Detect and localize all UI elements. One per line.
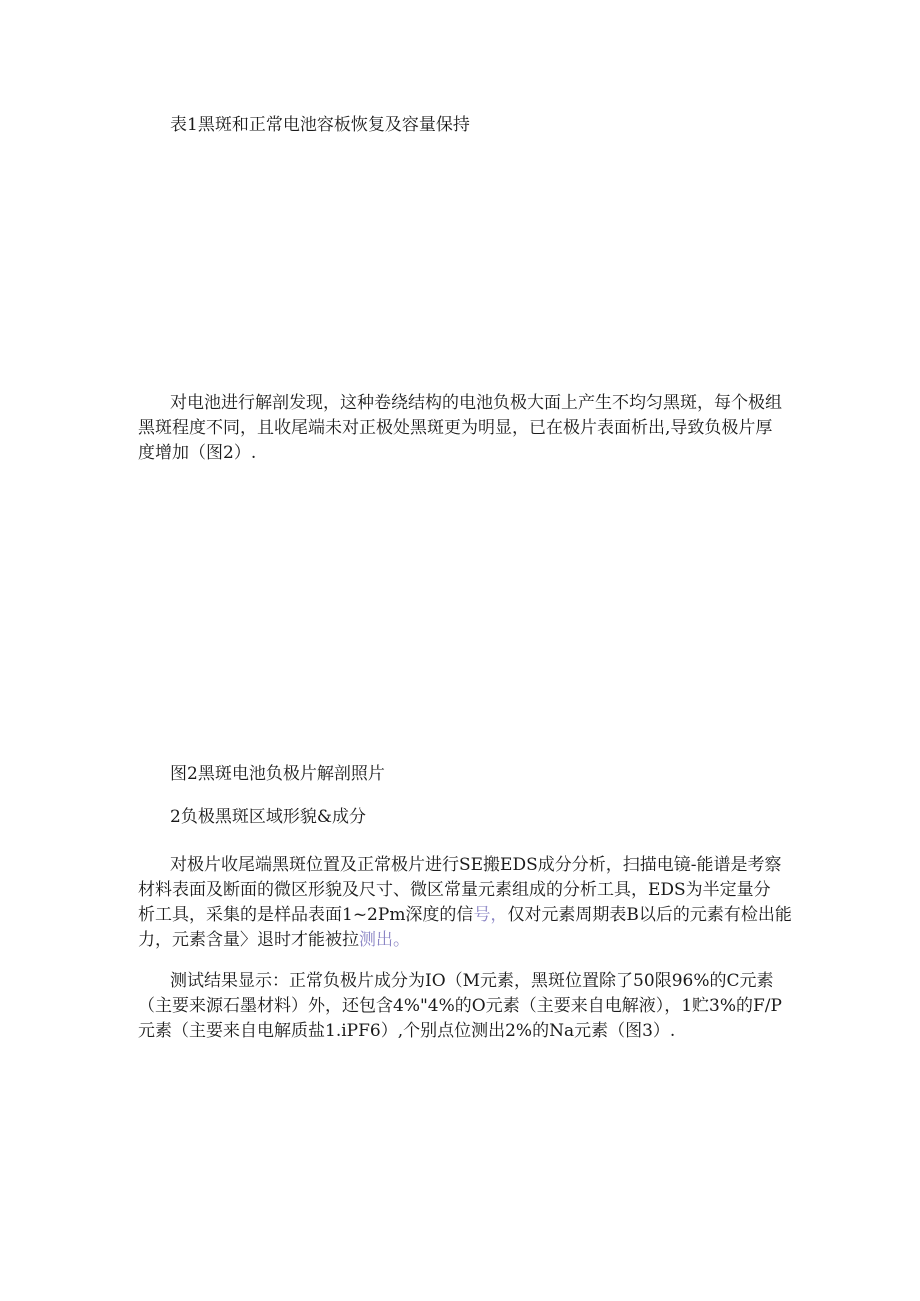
figure-caption: 图2黑斑电池负极片解剖照片 [170,764,385,784]
paragraph-line: 材料表面及断面的微区形貌及尺寸、微区常量元素组成的分析工具，EDS为半定量分 [138,880,771,900]
text-run: 仅对元素周期表B以后的元素有检出能 [507,905,792,925]
paragraph-line: 测试结果显示：正常负极片成分为IO（M元素，黑斑位置除了50限96%的C元素 [170,971,774,991]
text-run-highlight: 测出。 [359,930,410,950]
text-run: 力，元素含量〉退时才能被拉 [138,930,359,950]
table-caption: 表1黑斑和正常电池容板恢复及容量保持 [170,115,470,135]
paragraph-line: （主要来源石墨材料）外，还包含4%"4%的O元素（主要来自电解液），1贮3%的F/P [138,996,782,1016]
section-heading: 2负极黑斑区域形貌&成分 [170,807,366,827]
paragraph-line [138,903,792,927]
paragraph-line: 度增加（图2）. [138,443,257,463]
paragraph-line: 对电池进行解剖发现，这种卷绕结构的电池负极大面上产生不均匀黑斑，每个极组 [170,393,782,413]
paragraph-line [138,928,410,952]
paragraph-line: 元素（主要来自电解质盐1.iPF6）,个别点位测出2%的Na元素（图3）. [138,1021,676,1041]
paragraph-line: 黑斑程度不同，且收尾端未对正极处黑斑更为明显，已在极片表面析出,导致负极片厚 [138,418,773,438]
text-run: 析工具，采集的是样品表面1~2Pm深度的信 [138,905,474,925]
text-run-highlight: 号， [473,905,508,925]
paragraph-line: 对极片收尾端黑斑位置及正常极片进行SE搬EDS成分分析，扫描电镜-能谱是考察 [170,855,782,875]
